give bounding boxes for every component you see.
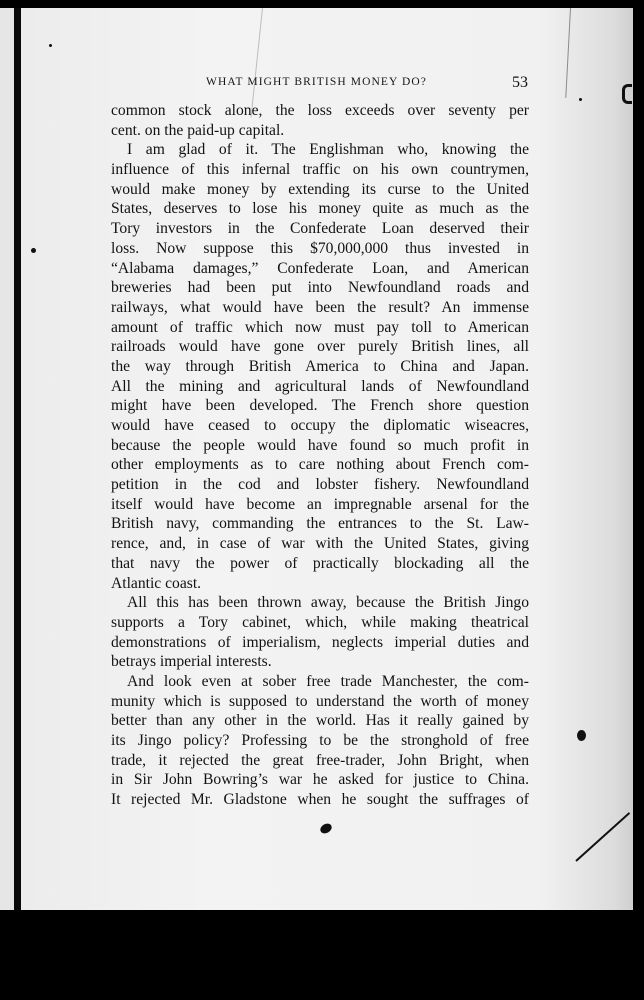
ink-speck (579, 98, 582, 101)
text-line: loss. Now suppose this $70,000,000 thus invested in (111, 239, 529, 257)
text-line: British navy, commanding the entrances to the St. Law- (111, 515, 529, 533)
text-line: itself would have become an impregnable arsenal for the (111, 495, 529, 513)
text-line: because the people would have found so much profit in (111, 436, 529, 454)
text-line: demonstrations of imperialism, neglects imperial duties and (111, 633, 529, 651)
ink-blot (577, 730, 586, 741)
ink-speck (31, 248, 36, 253)
text-line: And look even at sober free trade Manchester, the com- (127, 672, 529, 690)
text-line: Atlantic coast. (111, 574, 202, 592)
body-text (111, 101, 529, 810)
text-line: I am glad of it. The Englishman who, knowing the (127, 141, 529, 159)
text-line: railways, what would have been the result? An immense (111, 298, 529, 316)
text-line: supports a Tory cabinet, which, while making theatrical (111, 613, 529, 631)
text-line: would have ceased to occupy the diplomatic wiseacres, (111, 417, 529, 434)
text-line: in Sir John Bowring’s war he asked for justice to China. (111, 771, 529, 789)
text-line: It rejected Mr. Gladstone when he sought the suffrages of (111, 791, 529, 809)
ink-speck (49, 44, 52, 47)
text-line: might have been developed. The French shore question (111, 397, 529, 415)
text-line: petition in the cod and lobster fishery. Newfoundland (111, 476, 529, 494)
right-scan-border (633, 8, 644, 910)
page-number: 53 (512, 74, 528, 91)
binding-shadow (14, 8, 21, 910)
text-line: its Jingo policy? Professing to be the stronghold of free (111, 732, 529, 749)
text-line: railroads would have gone over purely British lines, all (111, 338, 529, 356)
text-line: better than any other in the world. Has it really gained by (111, 712, 529, 730)
text-line: other employments as to care nothing about French com- (111, 456, 529, 474)
previous-page-edge (0, 8, 14, 910)
text-line: States, deserves to lose his money quite as much as the (111, 200, 529, 218)
text-line: cent. on the paid-up capital. (111, 121, 285, 139)
text-line: trade, it rejected the great free-trader, John Bright, when (111, 751, 529, 769)
text-line: munity which is supposed to understand the worth of money (111, 692, 529, 710)
running-head (110, 74, 530, 94)
text-line: betrays imperial interests. (111, 653, 272, 671)
edge-mark (622, 84, 632, 104)
text-line: influence of this infernal traffic on his own countrymen, (111, 161, 529, 179)
text-line: “Alabama damages,” Confederate Loan, and American (111, 259, 529, 277)
text-line: would make money by extending its curse to the United (111, 180, 529, 198)
running-title: WHAT MIGHT BRITISH MONEY DO? (206, 76, 427, 88)
bottom-scan-border (0, 910, 644, 1000)
text-line: breweries had been put into Newfoundland roads and (111, 279, 529, 297)
text-line: All the mining and agricultural lands of Newfoundland (111, 377, 529, 395)
text-line: the way through British America to China and Japan. (111, 357, 529, 375)
text-line: common stock alone, the loss exceeds over seventy per (111, 102, 529, 119)
text-line: that navy the power of practically blockading all the (111, 554, 529, 572)
text-line: rence, and, in case of war with the United States, giving (111, 535, 529, 553)
text-line: Tory investors in the Confederate Loan deserved their (111, 220, 529, 238)
text-line: All this has been thrown away, because the British Jingo (127, 594, 529, 612)
text-line: amount of traffic which now must pay toll to American (111, 318, 529, 336)
